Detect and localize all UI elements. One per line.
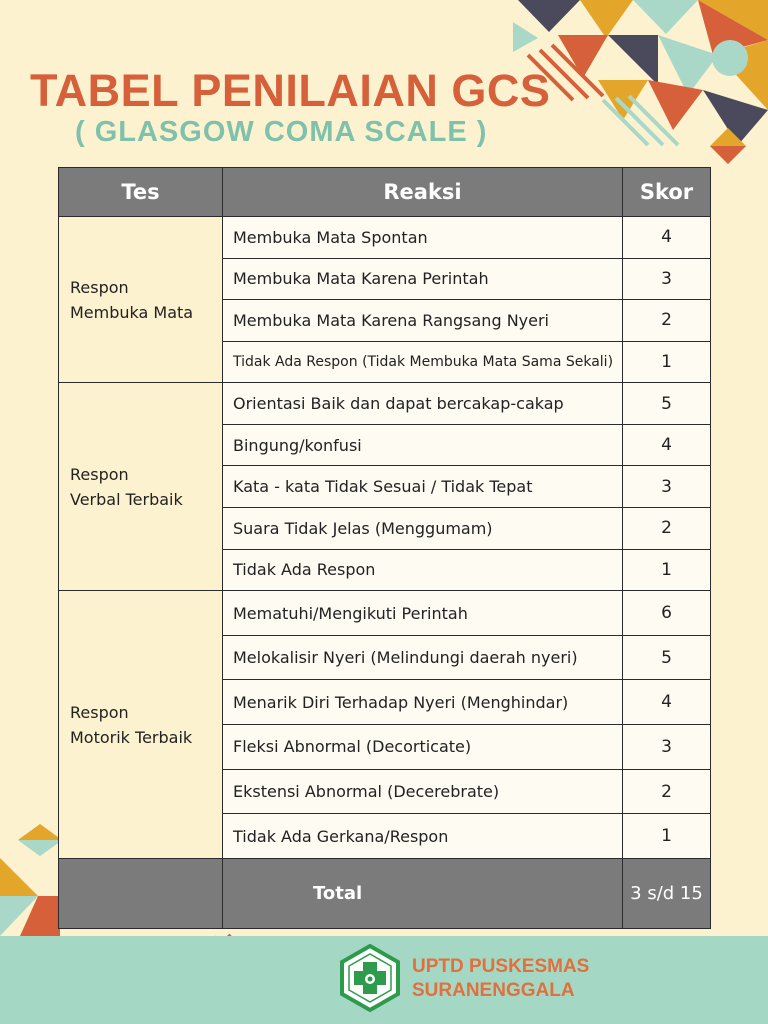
gcs-table xyxy=(58,167,711,929)
reaksi-cell: Menarik Diri Terhadap Nyeri (Menghindar) xyxy=(223,680,623,725)
geometric-decoration-left xyxy=(0,820,60,936)
reaksi-cell: Tidak Ada Respon xyxy=(223,549,623,591)
category-cell-verbal: Respon Verbal Terbaik xyxy=(59,383,223,591)
reaksi-cell: Membuka Mata Karena Rangsang Nyeri xyxy=(223,300,623,342)
puskesmas-cross-icon xyxy=(336,944,404,1012)
reaksi-cell: Kata - kata Tidak Sesuai / Tidak Tepat xyxy=(223,466,623,508)
org-line-1: UPTD PUSKESMAS xyxy=(412,956,590,977)
reaksi-cell: Ekstensi Abnormal (Decerebrate) xyxy=(223,769,623,814)
reaksi-cell: Membuka Mata Karena Perintah xyxy=(223,258,623,300)
reaksi-cell: Tidak Ada Gerkana/Respon xyxy=(223,814,623,859)
table-row xyxy=(59,217,711,259)
page-title: TABEL PENILAIAN GCS xyxy=(30,65,551,116)
column-header-reaksi: Reaksi xyxy=(223,168,623,217)
skor-cell: 5 xyxy=(623,635,711,680)
table-row xyxy=(59,383,711,425)
total-label: Total xyxy=(223,859,623,929)
reaksi-cell: Mematuhi/Mengikuti Perintah xyxy=(223,591,623,636)
skor-cell: 4 xyxy=(623,217,711,259)
reaksi-cell: Melokalisir Nyeri (Melindungi daerah nyeri) xyxy=(223,635,623,680)
reaksi-cell: Membuka Mata Spontan xyxy=(223,217,623,259)
column-header-tes: Tes xyxy=(59,168,223,217)
skor-cell: 1 xyxy=(623,814,711,859)
org-line-2: SURANENGGALA xyxy=(412,980,575,1001)
total-empty-cell xyxy=(59,859,223,929)
skor-cell: 2 xyxy=(623,300,711,342)
reaksi-cell: Suara Tidak Jelas (Menggumam) xyxy=(223,508,623,550)
table-header-row xyxy=(59,168,711,217)
skor-cell: 2 xyxy=(623,769,711,814)
reaksi-cell: Tidak Ada Respon (Tidak Membuka Mata Sama Sekali) xyxy=(223,341,623,383)
category-cell-eye: Respon Membuka Mata xyxy=(59,217,223,383)
skor-cell: 6 xyxy=(623,591,711,636)
skor-cell: 1 xyxy=(623,341,711,383)
column-header-skor: Skor xyxy=(623,168,711,217)
page-subtitle: ( GLASGOW COMA SCALE ) xyxy=(75,116,488,148)
skor-cell: 3 xyxy=(623,466,711,508)
reaksi-cell: Orientasi Baik dan dapat bercakap-cakap xyxy=(223,383,623,425)
skor-cell: 4 xyxy=(623,424,711,466)
skor-cell: 4 xyxy=(623,680,711,725)
total-value: 3 s/d 15 xyxy=(623,859,711,929)
total-row xyxy=(59,859,711,929)
reaksi-cell: Bingung/konfusi xyxy=(223,424,623,466)
skor-cell: 1 xyxy=(623,549,711,591)
skor-cell: 2 xyxy=(623,508,711,550)
skor-cell: 3 xyxy=(623,725,711,770)
organization-name xyxy=(412,955,589,1003)
reaksi-cell: Fleksi Abnormal (Decorticate) xyxy=(223,725,623,770)
skor-cell: 5 xyxy=(623,383,711,425)
category-cell-motor: Respon Motorik Terbaik xyxy=(59,591,223,859)
skor-cell: 3 xyxy=(623,258,711,300)
table-row xyxy=(59,591,711,636)
